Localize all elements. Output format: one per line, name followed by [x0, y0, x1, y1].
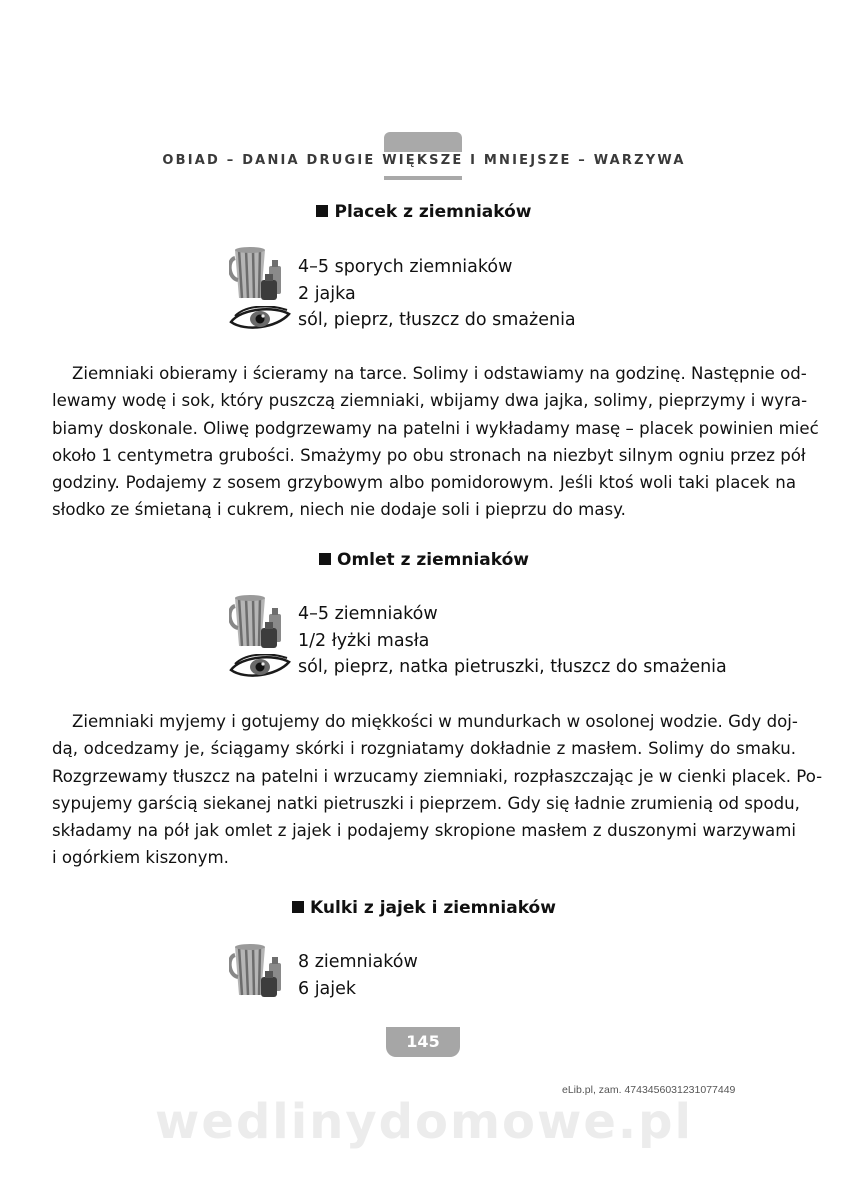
ingredient-item: sól, pieprz, tłuszcz do smażenia	[298, 310, 576, 330]
text-line: sypujemy garścią siekanej natki pietruszki i pieprzem. Gdy się ładnie zrumienią od spodu,	[52, 793, 800, 813]
ingredient-item: 4–5 ziemniaków	[298, 604, 438, 624]
page-number: 145	[386, 1027, 460, 1057]
ingredient-item: 2 jajka	[298, 283, 356, 304]
square-bullet-icon	[292, 901, 304, 913]
watermark: wedlinydomowe.pl	[155, 1094, 693, 1150]
ingredient-item: sól, pieprz, natka pietruszki, tłuszcz do smażenia	[298, 657, 727, 677]
text-line: dą, odcedzamy je, ściągamy skórki i rozgniatamy dokładnie z masłem. Solimy do smaku.	[52, 739, 796, 759]
recipe-text-omlet	[52, 708, 823, 872]
text-line: około 1 centymetra grubości. Smażymy po obu stronach na niezbyt silnym ogniu przez pół	[52, 445, 806, 465]
text-line: składamy na pół jak omlet z jajek i podajemy skropione masłem z duszonymi warzywami	[52, 821, 796, 841]
text-line: i ogórkiem kiszonym.	[52, 848, 229, 868]
ingredient-item: 1/2 łyżki masła	[298, 630, 430, 651]
recipe-title-kulki: Kulki z jajek i ziemniaków	[0, 898, 848, 918]
text-line: Ziemniaki obieramy i ścieramy na tarce. Solimy i odstawiamy na godzinę. Następnie od-	[72, 364, 807, 383]
ingredient-item: 6 jajek	[298, 978, 357, 999]
ingredient-list-placek	[298, 254, 576, 334]
text-line: godziny. Podajemy z sosem grzybowym albo pomidorowym. Jeśli ktoś woli taki placek na	[52, 473, 796, 493]
mug-and-bottles-icon	[229, 941, 291, 999]
text-line: biamy doskonale. Oliwę podgrzewamy na patelni i wykładamy masę – placek powinien mieć	[52, 418, 819, 438]
eye-icon	[229, 306, 291, 332]
ingredient-item: 4–5 sporych ziemniaków	[298, 257, 513, 277]
mug-and-bottles-icon	[229, 244, 291, 302]
text-line: słodko ze śmietaną i cukrem, niech nie dodaje soli i pieprzu do masy.	[52, 500, 626, 520]
text-line: lewamy wodę i sok, który puszczą ziemniaki, wbijamy dwa jajka, solimy, pieprzymy i wyra-	[52, 391, 808, 411]
header-tab	[384, 132, 462, 152]
ingredient-list-omlet	[298, 601, 727, 681]
text-line: Ziemniaki myjemy i gotujemy do miękkości w mundurkach w osolonej wodzie. Gdy doj-	[72, 712, 798, 731]
ingredient-item: 8 ziemniaków	[298, 952, 418, 972]
recipe-title-placek: Placek z ziemniaków	[0, 202, 848, 222]
running-header: OBIAD – DANIA DRUGIE WIĘKSZE I MNIEJSZE – WARZYWA	[162, 153, 686, 168]
eye-icon	[229, 654, 291, 680]
ingredient-list-kulki	[298, 949, 418, 1002]
recipe-title-omlet: Omlet z ziemniaków	[0, 550, 848, 570]
recipe-text-placek	[52, 360, 819, 524]
purchase-note: eLib.pl, zam. 4743456031231077449	[562, 1084, 736, 1096]
text-line: Rozgrzewamy tłuszcz na patelni i wrzucamy ziemniaki, rozpłaszczając je w cienki placek. Po-	[52, 766, 823, 786]
square-bullet-icon	[316, 205, 328, 217]
mug-and-bottles-icon	[229, 592, 291, 650]
header-tab-underline	[384, 176, 462, 180]
square-bullet-icon	[319, 553, 331, 565]
